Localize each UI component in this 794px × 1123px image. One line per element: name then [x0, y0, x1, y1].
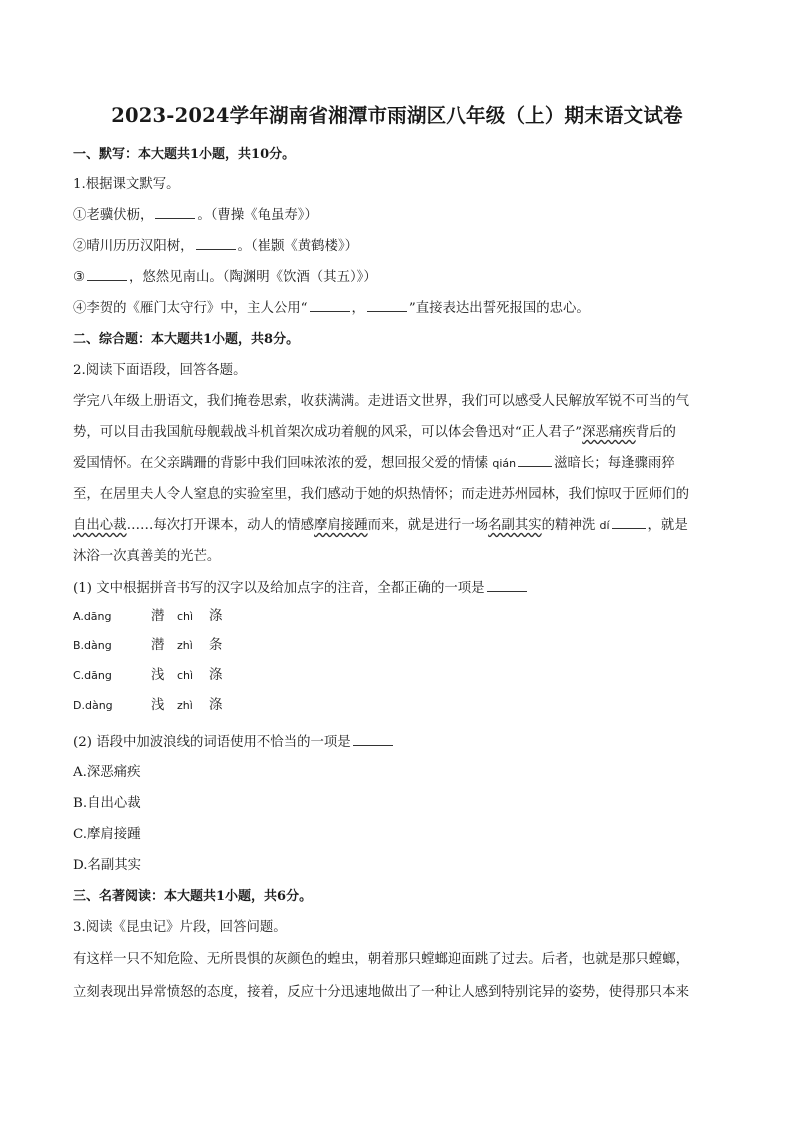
recite-line-4: ④李贺的《雁门太守行》中，主人公用“ ， ”直接表达出誓死报国的忠心。	[73, 301, 590, 316]
option-a[interactable]: A.dāng 潜 chì 涤	[73, 609, 223, 624]
section-3-heading: 三、名著阅读：本大题共1小题，共6分。	[73, 889, 313, 904]
wavy-word: 摩肩接踵	[314, 518, 368, 533]
answer-blank[interactable]	[155, 206, 195, 219]
wavy-word: 自出心裁	[73, 518, 127, 533]
passage-line-4: 至，在居里夫人令人窒息的实验室里，我们感动于她的炽热情怀；而走进苏州园林，我们惊叹于匠师们的	[73, 487, 689, 502]
page-title: 2023-2024学年湖南省湘潭市雨湖区八年级（上）期末语文试卷	[111, 104, 683, 127]
passage-line-6: 沐浴一次真善美的光芒。	[73, 549, 221, 564]
sub-question-2: (2) 语段中加波浪线的词语使用不恰当的一项是	[73, 733, 395, 753]
option-c[interactable]: C.dāng 浅 chì 涤	[73, 668, 223, 683]
choice-c[interactable]: C.摩肩接踵	[73, 827, 141, 842]
wavy-word: 名副其实	[488, 518, 542, 533]
passage-line-5: 自出心裁……每次打开课本，动人的情感摩肩接踵而来，就是进行一场名副其实的精神洗 dí ，就是	[73, 518, 688, 533]
option-b[interactable]: B.dàng 潜 zhì 条	[73, 638, 223, 653]
question-3-label: 3.阅读《昆虫记》片段，回答问题。	[73, 920, 287, 935]
answer-blank[interactable]	[196, 237, 236, 250]
answer-blank[interactable]	[310, 299, 350, 312]
wavy-word: 深恶痛疾	[582, 425, 636, 440]
passage-line-2: 势，可以目击我国航母舰载战斗机首架次成功着舰的风采，可以体会鲁迅对“正人君子”深恶痛疾背后的	[73, 425, 676, 440]
answer-blank[interactable]	[487, 579, 527, 592]
passage-line-3: 爱国情怀。在父亲蹒跚的背影中我们回味浓浓的爱，想回报父爱的情愫 qián 滋暗长；每逢骤雨猝	[73, 456, 675, 471]
answer-blank[interactable]	[612, 516, 646, 529]
recite-line-3: ③ ，悠然见南山。（陶渊明《饮酒（其五）》）	[73, 270, 377, 285]
recite-line-2: ②晴川历历汉阳树， 。（崔颢《黄鹤楼》）	[73, 239, 359, 254]
answer-blank[interactable]	[518, 454, 552, 467]
choice-d[interactable]: D.名副其实	[73, 858, 142, 873]
answer-blank[interactable]	[353, 733, 393, 746]
sub-question-1: (1) 文中根据拼音书写的汉字以及给加点字的注音，全都正确的一项是	[73, 579, 529, 599]
reading-line-2: 立刻表现出异常愤怒的态度，接着，反应十分迅速地做出了一种让人感到特别诧异的姿势，使得那只本来	[73, 985, 689, 1000]
passage-line-1: 学完八年级上册语文，我们掩卷思索，收获满满。走进语文世界，我们可以感受人民解放军锐不可当的气	[73, 394, 689, 409]
reading-line-1: 有这样一只不知危险、无所畏惧的灰颜色的蝗虫，朝着那只螳螂迎面跳了过去。后者，也就是那只螳螂，	[73, 952, 689, 967]
recite-line-1: ①老骥伏枥， 。（曹操《龟虽寿》）	[73, 208, 318, 223]
section-2-heading: 二、综合题：本大题共1小题，共8分。	[73, 332, 300, 347]
question-1-label: 1.根据课文默写。	[73, 177, 180, 192]
pinyin-hint: dí	[599, 519, 610, 532]
section-1-heading: 一、默写：本大题共1小题，共10分。	[73, 147, 296, 162]
option-d[interactable]: D.dàng 浅 zhì 涤	[73, 698, 223, 713]
question-2-label: 2.阅读下面语段，回答各题。	[73, 363, 247, 378]
pinyin-hint: qián	[492, 457, 517, 470]
answer-blank[interactable]	[367, 299, 407, 312]
answer-blank[interactable]	[87, 268, 127, 281]
choice-a[interactable]: A.深恶痛疾	[73, 765, 141, 780]
choice-b[interactable]: B.自出心裁	[73, 796, 141, 811]
